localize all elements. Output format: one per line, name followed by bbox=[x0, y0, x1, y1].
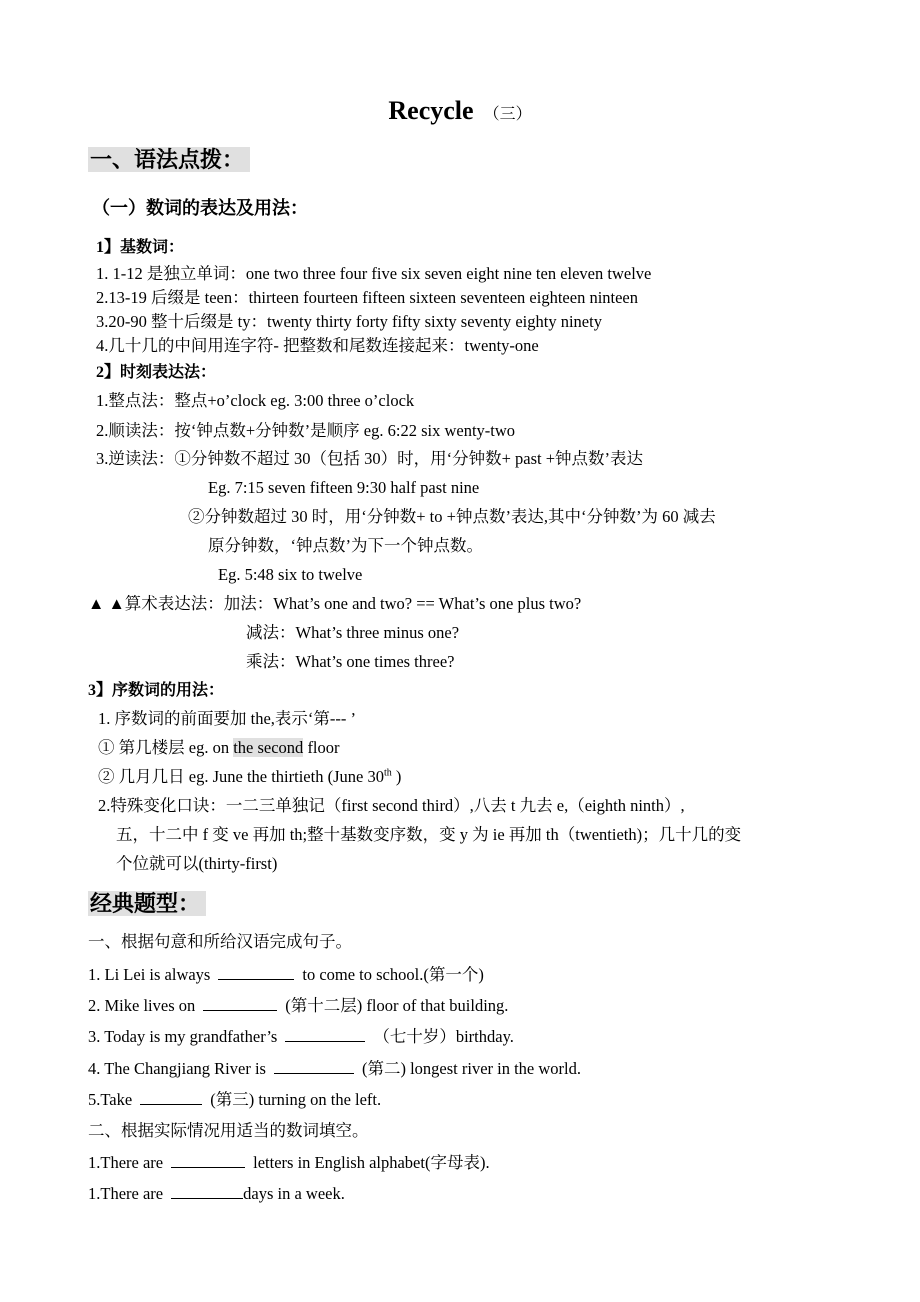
exercise-part1-instruction: 一、根据句意和所给汉语完成句子。 bbox=[88, 932, 352, 951]
ordinal-rule-line-3: 个位就可以(thirty-first) bbox=[116, 854, 278, 873]
section-grammar-heading: 一、语法点拨： bbox=[88, 144, 250, 176]
title-sub: （三） bbox=[483, 106, 532, 123]
cardinal-line-3: 3.20-90 整十后缀是 ty：twenty thirty forty fifty sixty seventy eighty ninety bbox=[96, 312, 602, 331]
ordinal-rule-line-1: 2.特殊变化口诀：一二三单独记（first second third）,八去 t 九去 e,（eighth ninth）, bbox=[98, 796, 685, 815]
numerals-subheading: （一）数词的表达及用法： bbox=[92, 198, 308, 218]
cardinal-line-4: 4.几十几的中间用连字符- 把整数和尾数连接起来：twenty-one bbox=[96, 336, 539, 355]
exercise-1-1: 1. Li Lei is always to come to school.(第一个) bbox=[88, 965, 484, 984]
arithmetic-line-2: 减法：What’s three minus one? bbox=[246, 623, 460, 642]
exercise-2-2: 1.There are days in a week. bbox=[88, 1184, 345, 1203]
exercise-1-5: 5.Take (第三) turning on the left. bbox=[88, 1090, 382, 1109]
cardinal-heading: 1】基数词： bbox=[96, 239, 185, 256]
title-main: Recycle bbox=[388, 96, 474, 125]
arithmetic-line-3: 乘法：What’s one times three? bbox=[246, 652, 455, 671]
ordinal-heading: 3】序数词的用法： bbox=[88, 682, 225, 699]
ordinal-floor-line: ① 第几楼层 eg. on the second floor bbox=[98, 738, 340, 757]
answer-blank[interactable] bbox=[140, 1088, 202, 1105]
answer-blank[interactable] bbox=[274, 1057, 354, 1074]
time-line-5: ②分钟数超过 30 时，用‘分钟数+ to +钟点数’表达,其中‘分钟数’为 60 减去 bbox=[188, 507, 716, 526]
ordinal-rule-line-2: 五，十二中 f 变 ve 再加 th;整十基数变序数，变 y 为 ie 再加 th（twentieth)；几十几的变 bbox=[116, 825, 742, 844]
cardinal-line-1: 1. 1-12 是独立单词：one two three four five six seven eight nine ten eleven twelve bbox=[96, 264, 652, 283]
ordinal-line-1: 1. 序数词的前面要加 the,表示‘第--- ’ bbox=[98, 709, 357, 728]
answer-blank[interactable] bbox=[203, 994, 277, 1011]
time-line-3: 3.逆读法：①分钟数不超过 30（包括 30）时，用‘分钟数+ past +钟点数’表达 bbox=[96, 449, 644, 468]
time-line-4: Eg. 7:15 seven fifteen 9:30 half past nine bbox=[208, 478, 480, 497]
ordinal-date-line: ② 几月几日 eg. June the thirtieth (June 30th ) bbox=[98, 767, 402, 786]
answer-blank[interactable] bbox=[285, 1025, 365, 1042]
time-line-7: Eg. 5:48 six to twelve bbox=[218, 565, 363, 584]
answer-blank[interactable] bbox=[218, 963, 294, 980]
exercise-1-3: 3. Today is my grandfather’s （七十岁）birthday. bbox=[88, 1027, 514, 1046]
answer-blank[interactable] bbox=[171, 1151, 245, 1168]
exercise-part2-instruction: 二、根据实际情况用适当的数词填空。 bbox=[88, 1121, 369, 1140]
time-heading: 2】时刻表达法： bbox=[96, 364, 217, 381]
highlighted-text: the second bbox=[233, 738, 304, 757]
exercise-1-2: 2. Mike lives on (第十二层) floor of that building. bbox=[88, 996, 509, 1015]
section-exercises-heading: 经典题型： bbox=[88, 888, 206, 920]
exercise-2-1: 1.There are letters in English alphabet(字母表). bbox=[88, 1153, 490, 1172]
time-line-2: 2.顺读法：按‘钟点数+分钟数’是顺序 eg. 6:22 six wenty-two bbox=[96, 421, 516, 440]
cardinal-line-2: 2.13-19 后缀是 teen：thirteen fourteen fifteen sixteen seventeen eighteen ninteen bbox=[96, 288, 639, 307]
exercise-1-4: 4. The Changjiang River is (第二) longest river in the world. bbox=[88, 1059, 582, 1078]
time-line-1: 1.整点法：整点+o’clock eg. 3:00 three o’clock bbox=[96, 391, 415, 410]
page-title bbox=[0, 96, 920, 126]
arithmetic-line-1: ▲ ▲算术表达法：加法：What’s one and two? == What’s one plus two? bbox=[88, 594, 582, 613]
answer-blank[interactable] bbox=[171, 1182, 243, 1199]
time-line-6: 原分钟数，‘钟点数’为下一个钟点数。 bbox=[208, 536, 483, 555]
